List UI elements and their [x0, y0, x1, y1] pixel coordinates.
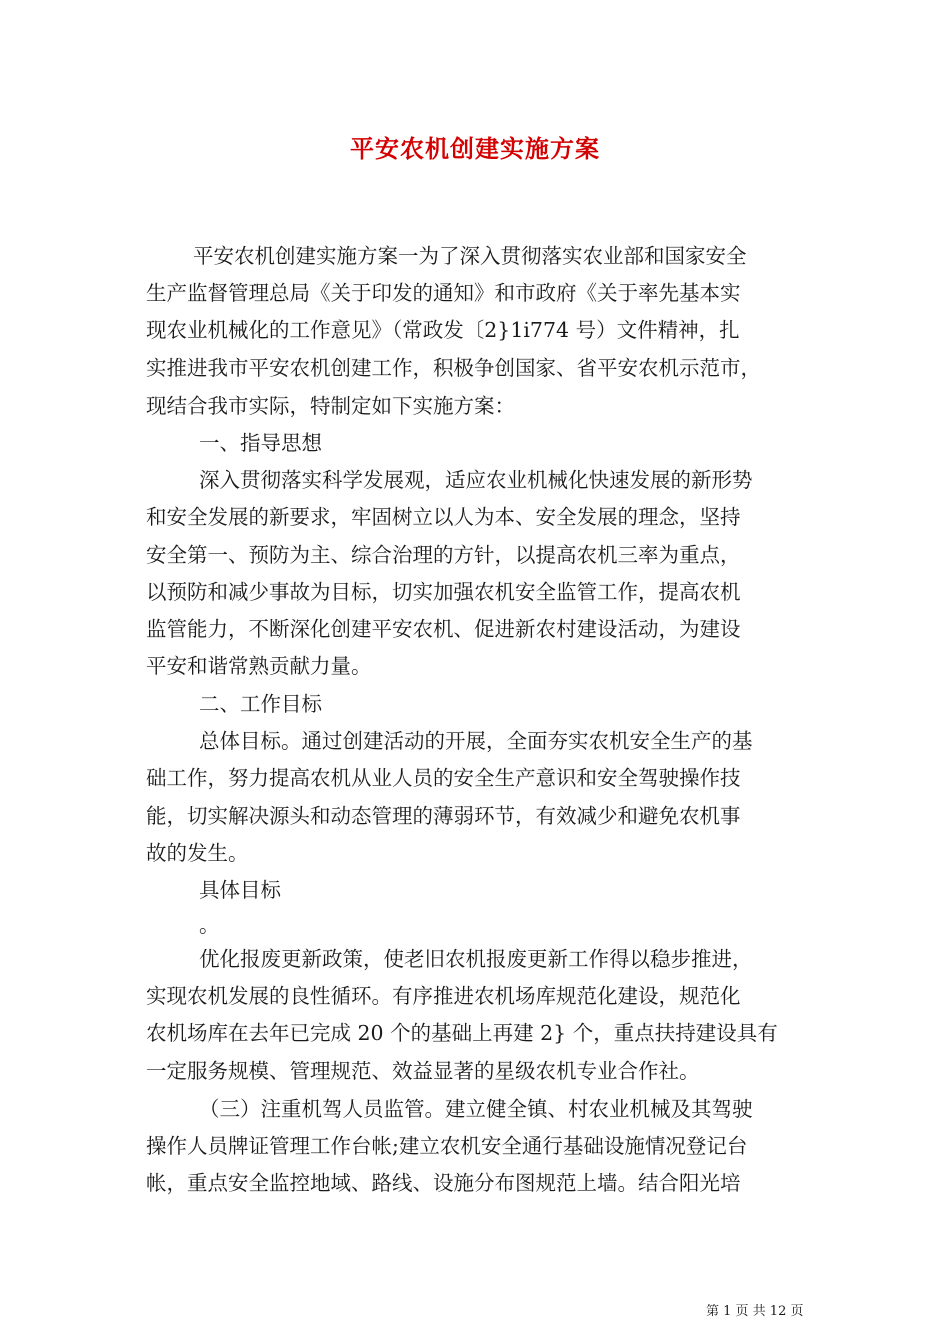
body-line: 。 [199, 913, 220, 937]
document-title: 平安农机创建实施方案 [350, 134, 600, 163]
body-line: 实推进我市平安农机创建工作，积极争创国家、省平安农机示范市， [146, 356, 761, 380]
body-line: 平安和谐常熟贡献力量。 [146, 654, 372, 678]
body-line: 农机场库在去年已完成 20 个的基础上再建 2} 个，重点扶持建设具有 [146, 1021, 778, 1045]
body-line: 现结合我市实际，特制定如下实施方案： [146, 394, 515, 418]
body-line: 安全第一、预防为主、综合治理的方针，以提高农机三率为重点， [146, 543, 741, 567]
body-line: 实现农机发展的良性循环。有序推进农机场库规范化建设，规范化 [146, 984, 741, 1008]
section-heading: 二、工作目标 [199, 692, 322, 716]
body-line: 帐，重点安全监控地域、路线、设施分布图规范上墙。结合阳光培 [146, 1171, 741, 1195]
body-line: 故的发生。 [146, 841, 249, 865]
body-line: 操作人员牌证管理工作台帐;建立农机安全通行基础设施情况登记台 [146, 1134, 748, 1158]
body-line: 和安全发展的新要求，牢固树立以人为本、安全发展的理念，坚持 [146, 505, 741, 529]
body-line: 生产监督管理总局《关于印发的通知》和市政府《关于率先基本实 [146, 281, 741, 305]
body-line: 一定服务规模、管理规范、效益显著的星级农机专业合作社。 [146, 1059, 700, 1083]
section-heading: 一、指导思想 [199, 431, 322, 455]
body-line: 总体目标。通过创建活动的开展，全面夯实农机安全生产的基 [199, 729, 753, 753]
body-line: 深入贯彻落实科学发展观，适应农业机械化快速发展的新形势 [199, 468, 753, 492]
body-line: 础工作，努力提高农机从业人员的安全生产意识和安全驾驶操作技 [146, 766, 741, 790]
body-line: 能，切实解决源头和动态管理的薄弱环节，有效减少和避免农机事 [146, 804, 741, 828]
body-line: （三）注重机驾人员监管。建立健全镇、村农业机械及其驾驶 [199, 1097, 753, 1121]
page-footer: 第 1 页 共 12 页 [706, 1304, 804, 1319]
body-line: 现农业机械化的工作意见》（常政发〔2}1i774 号）文件精神，扎 [146, 318, 740, 342]
body-line: 以预防和减少事故为目标，切实加强农机安全监管工作，提高农机 [146, 580, 741, 604]
subheading: 具体目标 [199, 878, 281, 902]
body-line: 平安农机创建实施方案一为了深入贯彻落实农业部和国家安全 [193, 244, 747, 268]
body-line: 优化报废更新政策，使老旧农机报废更新工作得以稳步推进， [199, 947, 753, 971]
body-line: 监管能力，不断深化创建平安农机、促进新农村建设活动，为建设 [146, 617, 741, 641]
